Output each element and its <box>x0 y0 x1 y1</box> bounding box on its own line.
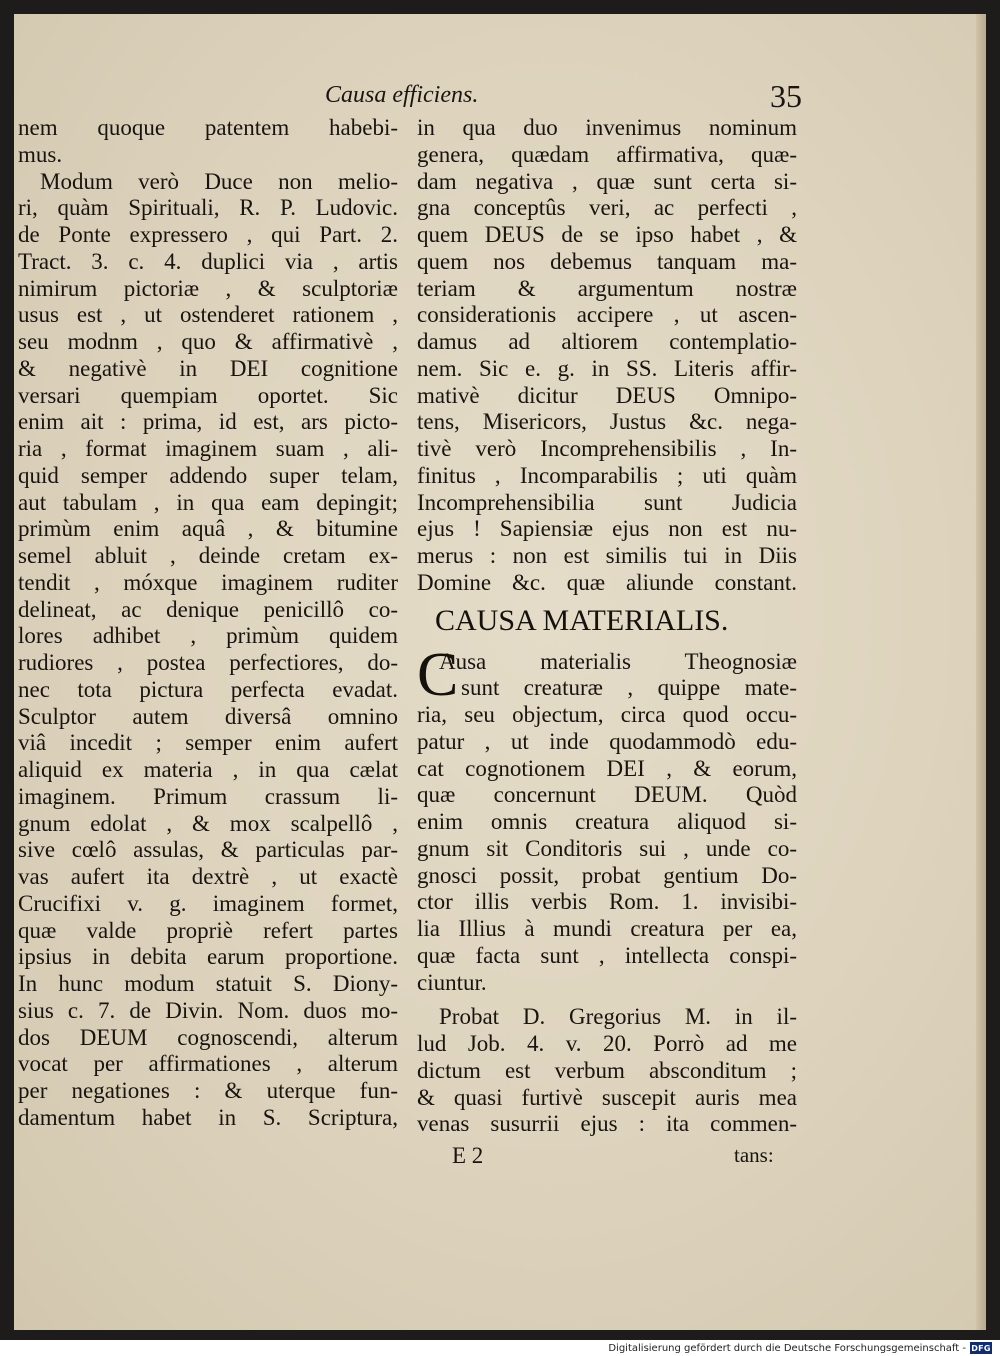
text-line: Probat D. Gregorius M. in il- <box>439 1004 797 1030</box>
text-line: Modum verò Duce non melio- <box>40 168 398 194</box>
text-line: imaginem. Primum crassum li- <box>18 783 398 809</box>
page-edge <box>976 14 986 1330</box>
text-line: viâ incedit ; semper enim aufert <box>18 730 398 756</box>
page-header <box>0 80 1000 120</box>
text-line: dam negativa , quæ sunt certa si- <box>417 168 797 194</box>
text-line: quid semper addendo super telam, <box>18 462 398 488</box>
dropcap-paragraph <box>417 640 797 997</box>
text-line: gna conceptûs veri, ac perfecti , <box>417 195 797 221</box>
text-line: damentum habet in S. Scriptura, <box>18 1104 398 1130</box>
text-line: per negationes : & uterque fun- <box>18 1078 398 1103</box>
text-line: ria , format imaginem suam , ali- <box>18 436 398 461</box>
text-line: Ausa materialis Theognosiæ <box>439 648 797 674</box>
text-line: Incomprehensibilia sunt Judicia <box>417 489 797 515</box>
text-line: enim ait : prima, id est, ars picto- <box>18 409 398 435</box>
digitization-credit <box>608 1341 992 1355</box>
text-line: gnum edolat , & mox scalpellô , <box>18 810 398 836</box>
dropcap-letter: C <box>417 640 459 709</box>
text-line: quæ concernunt DEUM. Quòd <box>417 782 797 808</box>
text-line: merus : non est similis tui in Diis <box>417 543 797 568</box>
right-column <box>417 115 797 1138</box>
text-line: Domine &c. quæ aliunde constant. <box>417 569 797 595</box>
dfg-logo-icon: DFG <box>971 1343 991 1353</box>
text-line: mativè dicitur DEUS Omnipo- <box>417 382 797 408</box>
text-line: gnosci possit, probat gentium Do- <box>417 862 797 888</box>
text-line: quæ facta sunt , intellecta conspi- <box>417 942 797 968</box>
text-line: in qua duo invenimus nominum <box>417 115 797 140</box>
text-line: semel abluit , deinde cretam ex- <box>18 543 398 568</box>
text-line: aut tabulam , in qua eam depingit; <box>18 489 398 515</box>
text-line: vocat per affirmationes , alterum <box>18 1051 398 1077</box>
text-line: & quasi furtivè suscepit auris mea <box>417 1084 797 1110</box>
text-line: damus ad altiorem contemplatio- <box>417 329 797 354</box>
text-line: aliquid ex materia , in qua cælat <box>18 757 398 782</box>
text-line: dos DEUM cognoscendi, alterum <box>18 1024 398 1050</box>
text-line: Sculptor autem diversâ omnino <box>18 703 398 729</box>
text-line: nem. Sic e. g. in SS. Literis affir- <box>417 355 797 381</box>
left-column <box>18 115 398 1132</box>
text-line: quem DEUS de se ipso habet , & <box>417 222 797 247</box>
running-head: Causa efficiens. <box>325 82 479 108</box>
text-line: Tract. 3. c. 4. duplici via , artis <box>18 248 398 274</box>
text-line: ipsius in debita earum proportione. <box>18 944 398 970</box>
text-line: nec tota pictura perfecta evadat. <box>18 676 398 702</box>
page-number: 35 <box>770 78 802 114</box>
text-line: ria, seu objectum, circa quod occu- <box>417 702 797 727</box>
text-line: & negativè in DEI cognitione <box>18 355 398 381</box>
text-line: ri, quàm Spirituali, R. P. Ludovic. <box>18 195 398 221</box>
text-line: cat cognotionem DEI , & eorum, <box>417 755 797 781</box>
text-line: dictum est verbum absconditum ; <box>417 1057 797 1083</box>
signature-mark: E 2 <box>452 1143 484 1168</box>
text-line: rudiores , postea perfectiores, do- <box>18 650 398 675</box>
text-line: lores adhibet , primùm quidem <box>18 623 398 649</box>
text-line: gnum sit Conditoris sui , unde co- <box>417 835 797 861</box>
text-line: In hunc modum statuit S. Diony- <box>18 971 398 996</box>
text-line: vas aufert ita dextrè , ut exactè <box>18 864 398 889</box>
text-line: ctor illis verbis Rom. 1. invisibi- <box>417 889 797 915</box>
text-line: tendit , móxque imaginem ruditer <box>18 569 398 595</box>
text-line: mus. <box>18 141 63 167</box>
text-line: tivè verò Incomprehensibilis , In- <box>417 436 797 461</box>
text-line: quæ valde propriè refert partes <box>18 917 398 943</box>
text-line: nimirum pictoriæ , & sculptoriæ <box>18 275 398 301</box>
text-line: versari quempiam oportet. Sic <box>18 382 398 408</box>
text-line: Crucifixi v. g. imaginem formet, <box>18 890 398 916</box>
text-line: delineat, ac denique penicillô co- <box>18 596 398 622</box>
text-line: quem nos debemus tanquam ma- <box>417 248 797 274</box>
text-line: sive cœlô assulas, & particulas par- <box>18 837 398 863</box>
catchword: tans: <box>734 1143 774 1167</box>
section-heading: CAUSA MATERIALIS. <box>435 603 729 637</box>
text-line: lia Illius à mundi creatura per ea, <box>417 916 797 941</box>
text-line: sius c. 7. de Divin. Nom. duos mo- <box>18 997 398 1023</box>
text-line: seu modnm , quo & affirmativè , <box>18 329 398 354</box>
text-line: usus est , ut ostenderet rationem , <box>18 302 398 328</box>
text-line: primùm enim aquâ , & bitumine <box>18 516 398 542</box>
text-line: tens, Misericors, Justus &c. nega- <box>417 409 797 435</box>
text-line: patur , ut inde quodammodò edu- <box>417 728 797 754</box>
paragraph-gap <box>417 996 797 1004</box>
text-line: de Ponte expressero , qui Part. 2. <box>18 222 398 247</box>
credit-text: Digitalisierung gefördert durch die Deutsche Forschungsgemeinschaft - <box>608 1342 966 1354</box>
text-line: finitus , Incomparabilis ; uti quàm <box>417 462 797 488</box>
text-line: lud Job. 4. v. 20. Porrò ad me <box>417 1031 797 1056</box>
text-line: sunt creaturæ , quippe mate- <box>461 675 797 701</box>
text-line: enim omnis creatura aliquod si- <box>417 809 797 834</box>
text-line: venas susurrii ejus : ita commen- <box>417 1111 797 1137</box>
text-line: considerationis accipere , ut ascen- <box>417 302 797 328</box>
text-line: ciuntur. <box>417 969 487 995</box>
text-line: ejus ! Sapiensiæ ejus non est nu- <box>417 516 797 542</box>
text-line: teriam & argumentum nostræ <box>417 275 797 301</box>
text-line: genera, quædam affirmativa, quæ- <box>417 141 797 167</box>
text-line: nem quoque patentem habebi- <box>18 115 398 140</box>
